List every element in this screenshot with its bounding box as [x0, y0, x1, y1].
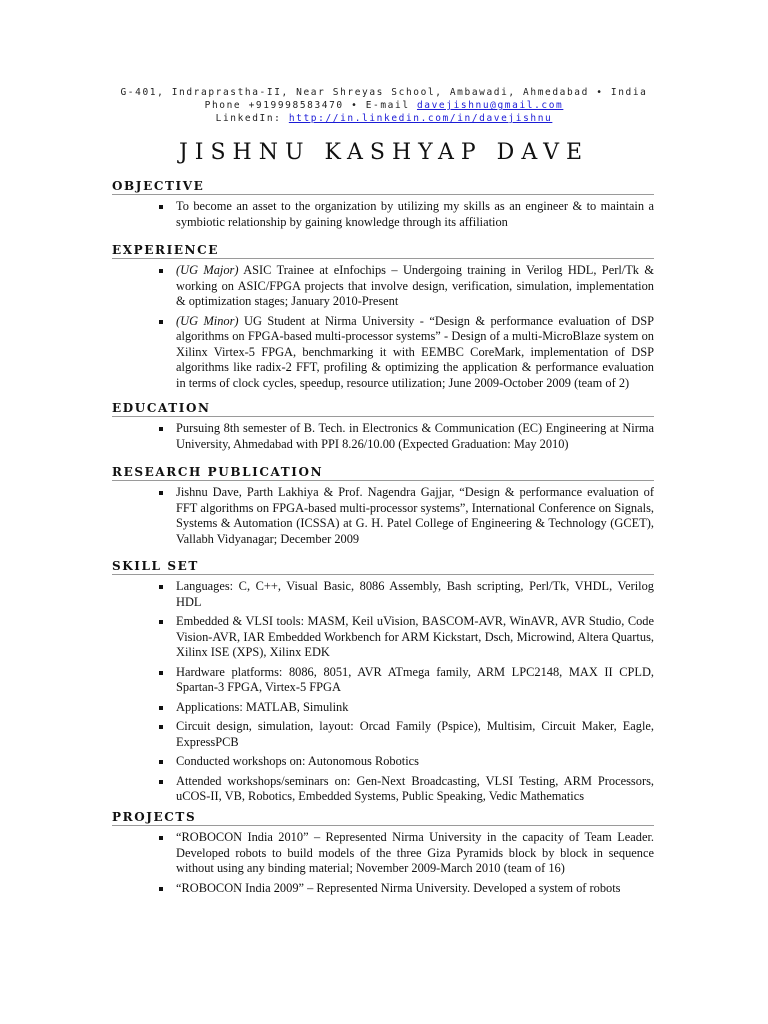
bullet-icon: [159, 836, 163, 840]
list-item: [176, 263, 654, 310]
projects-section: [112, 810, 654, 900]
education-list: [112, 421, 654, 452]
list-item: [176, 754, 654, 770]
experience-list: [112, 263, 654, 391]
linkedin-link[interactable]: http://in.linkedin.com/in/davejishnu: [288, 113, 553, 124]
skill-text: Applications: MATLAB, Simulink: [176, 699, 349, 714]
projects-heading: PROJECTS: [112, 810, 654, 826]
research-heading: RESEARCH PUBLICATION: [112, 465, 654, 481]
list-item: [176, 199, 654, 230]
bullet-icon: [159, 725, 163, 729]
bullet-icon: [159, 706, 163, 710]
objective-section: [112, 179, 654, 234]
list-item: [176, 665, 654, 696]
skills-heading: SKILL SET: [112, 559, 654, 575]
phone-number: +919998583470: [248, 100, 344, 111]
address-line: [0, 86, 768, 99]
list-item: [176, 700, 654, 716]
list-item: [176, 421, 654, 452]
phone-label: Phone: [204, 100, 242, 111]
bullet-icon: [159, 269, 163, 273]
project-text: “ROBOCON India 2010” – Represented Nirma University in the capacity of Team Leader. Developed robots to build models of the three Giza Pyramids block by block in sequence without using any binding material; November 2009-March 2010 (team of 16): [176, 830, 654, 875]
research-list: [112, 485, 654, 547]
bullet-icon: [159, 671, 163, 675]
objective-text: To become an asset to the organization by utilizing my skills as an engineer & to maintain a symbiotic relationship by gaining knowledge through its affiliation: [176, 199, 654, 229]
list-item: [176, 614, 654, 661]
projects-list: [112, 830, 654, 896]
list-item: [176, 485, 654, 547]
email-link[interactable]: davejishnu@gmail.com: [416, 100, 564, 111]
list-item: [176, 830, 654, 877]
bullet-icon: [159, 887, 163, 891]
bullet-icon: [159, 585, 163, 589]
education-text: Pursuing 8th semester of B. Tech. in Electronics & Communication (EC) Engineering at Nirma University, Ahmedabad with PPI 8.26/10.00 (Expected Graduation: May 2010): [176, 421, 654, 451]
skill-text: Circuit design, simulation, layout: Orcad Family (Pspice), Multisim, Circuit Maker, Eagle, ExpressPCB: [176, 719, 654, 749]
experience-text: UG Student at Nirma University - “Design & performance evaluation of DSP algorithms on FPGA-based multi-processor systems” - Design of a multi-MicroBlaze system on Xilinx Virtex-5 FPGA, benchmarking it with EEMBC CoreMark, implementation of DSP algorithms like radix-2 FFT, profiling & optimizing the application & performance evaluation in terms of clock cycles, speedup, resource utilization; June 2009-October 2009 (team of 2): [176, 313, 654, 390]
objective-heading: OBJECTIVE: [112, 179, 654, 195]
phone-email-line: [0, 99, 768, 112]
candidate-name: JISHNU KASHYAP DAVE: [178, 140, 590, 165]
education-heading: EDUCATION: [112, 401, 654, 417]
project-text: “ROBOCON India 2009” – Represented Nirma University. Developed a system of robots: [176, 880, 621, 895]
education-section: [112, 401, 654, 456]
bullet-icon: [159, 760, 163, 764]
skill-text: Embedded & VLSI tools: MASM, Keil uVision, BASCOM-AVR, WinAVR, AVR Studio, Code Vision-AVR, IAR Embedded Workbench for ARM Kickstart, Dsch, Microwind, Altera Quartus, Xilinx ISE (XPS), Xilinx EDK: [176, 614, 654, 659]
list-item: [176, 314, 654, 392]
experience-heading: EXPERIENCE: [112, 243, 654, 259]
skill-text: Attended workshops/seminars on: Gen-Next Broadcasting, VLSI Testing, ARM Processors, uCOS-II, VB, Robotics, Embedded Systems, Public Speaking, Vedic Mathematics: [176, 773, 654, 803]
separator-dot: •: [351, 100, 359, 111]
contact-block: [0, 86, 768, 125]
linkedin-label: LinkedIn:: [215, 113, 282, 124]
bullet-icon: [159, 780, 163, 784]
objective-list: [112, 199, 654, 230]
research-text: Jishnu Dave, Parth Lakhiya & Prof. Nagendra Gajjar, “Design & performance evaluation of FFT algorithms on FPGA-based multi-processor systems”, International Conference on Signals, Systems & Automation (ICSSA) at G. H. Patel College of Engineering & Technology (GCET), Vallabh Vidyanagar; December 2009: [176, 485, 654, 546]
skills-list: [112, 579, 654, 805]
skill-text: Languages: C, C++, Visual Basic, 8086 Assembly, Bash scripting, Perl/Tk, VHDL, Verilog HDL: [176, 579, 654, 609]
experience-text: ASIC Trainee at eInfochips – Undergoing training in Verilog HDL, Perl/Tk & working on ASIC/FPGA projects that involve design, verification, simulation, implementation & optimization stages; January 2010-Present: [176, 263, 654, 308]
research-section: [112, 465, 654, 551]
experience-tag: (UG Minor): [176, 313, 239, 328]
skill-text: Conducted workshops on: Autonomous Robotics: [176, 754, 419, 768]
experience-tag: (UG Major): [176, 263, 239, 277]
list-item: [176, 881, 654, 897]
bullet-icon: [159, 205, 163, 209]
bullet-icon: [159, 320, 163, 324]
list-item: [176, 579, 654, 610]
address-text: G-401, Indraprastha-II, Near Shreyas School, Ambawadi, Ahmedabad • India: [120, 87, 648, 98]
list-item: [176, 774, 654, 805]
bullet-icon: [159, 620, 163, 624]
linkedin-line: [0, 112, 768, 125]
skills-section: [112, 559, 654, 809]
bullet-icon: [159, 427, 163, 431]
bullet-icon: [159, 491, 163, 495]
email-label: E-mail: [365, 100, 410, 111]
list-item: [176, 719, 654, 750]
skill-text: Hardware platforms: 8086, 8051, AVR ATmega family, ARM LPC2148, MAX II CPLD, Spartan-3 FPGA, Virtex-5 FPGA: [176, 664, 654, 694]
experience-section: [112, 243, 654, 395]
